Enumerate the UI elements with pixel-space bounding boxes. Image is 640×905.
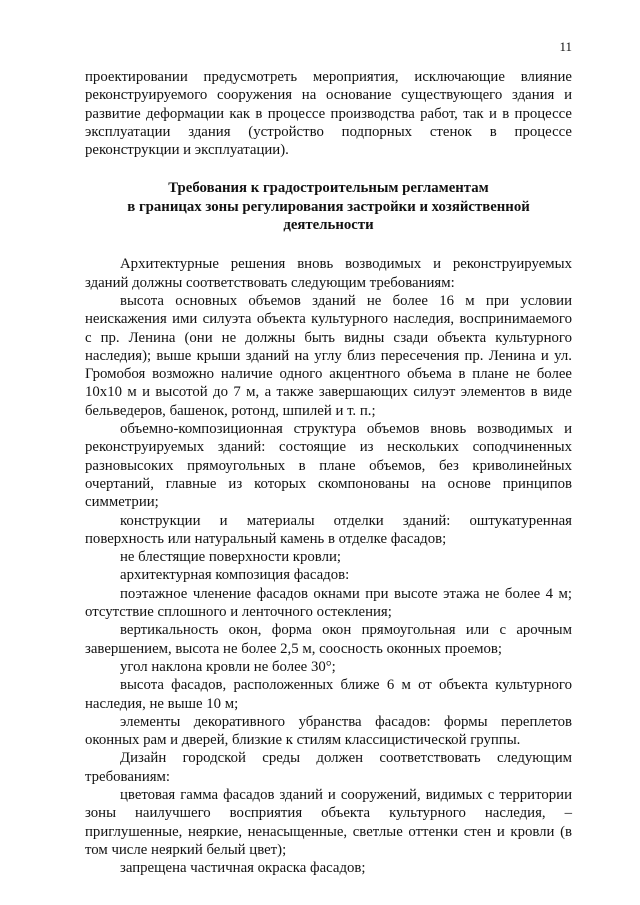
- paragraph-roof-slope: угол наклона кровли не более 30°;: [120, 658, 336, 675]
- paragraph-color-scheme: цветовая гамма фасадов зданий и сооружений, видимых с территории зоны наилучшего восприятия объекта культурного наследия, – приглушенные, неяркие, ненасыщенные, светлые оттенки стен и кровли (в том числе неяркий белый цвет);: [85, 786, 572, 858]
- document-body: [85, 68, 572, 877]
- spacer: [85, 159, 572, 179]
- paragraph-partial-painting: запрещена частичная окраска фасадов;: [120, 860, 366, 877]
- paragraph-window-shape: вертикальность окон, форма окон прямоугольная или с арочным завершением, высота не более 2,5 м, соосность оконных проемов;: [85, 622, 572, 657]
- section-heading: [85, 179, 572, 234]
- paragraph-volume-structure: объемно-композиционная структура объемов вновь возводимых и реконструируемых зданий: состоящие из нескольких соподчиненных разновысоких прямоугольных в плане объемов, без криволинейных очертаний, главные из которых скомпонованы на основе принципов симметрии;: [85, 421, 572, 511]
- paragraph-decorative-elements: элементы декоративного убранства фасадов: формы переплетов оконных рам и дверей, близкие к стилям классицистической группы.: [85, 713, 572, 749]
- paragraph-roof-surface: не блестящие поверхности кровли;: [120, 549, 341, 566]
- page-number: 11: [559, 39, 572, 54]
- intro-paragraph: проектировании предусмотреть мероприятия, исключающие влияние реконструируемого сооружения на основание существующего здания и развитие деформации как в процессе производства работ, так и в процессе эксплуатации здания (устройство подпорных стенок в процессе реконструкции и эксплуатации).: [85, 69, 572, 159]
- paragraph-facade-height: высота фасадов, расположенных ближе 6 м от объекта культурного наследия, не выше 10 м;: [85, 677, 572, 712]
- paragraph-requirements-intro: Архитектурные решения вновь возводимых и реконструируемых зданий должны соответствовать следующим требованиям:: [85, 256, 572, 291]
- section-heading-line-3: деятельности: [283, 217, 374, 234]
- section-heading-line-1: Требования к градостроительным регламентам: [168, 180, 489, 197]
- paragraph-urban-design-intro: Дизайн городской среды должен соответствовать следующим требованиям:: [85, 750, 572, 785]
- paragraph-facade-composition: архитектурная композиция фасадов:: [120, 567, 350, 584]
- section-heading-line-2: в границах зоны регулирования застройки и хозяйственной: [127, 198, 530, 215]
- spacer: [85, 234, 572, 255]
- paragraph-floor-division: поэтажное членение фасадов окнами при высоте этажа не более 4 м; отсутствие сплошного и ленточного остекления;: [85, 585, 572, 621]
- paragraph-materials: конструкции и материалы отделки зданий: оштукатуренная поверхность или натуральный камень в отделке фасадов;: [85, 512, 572, 547]
- paragraph-building-height: высота основных объемов зданий не более 16 м при условии неискажения ими силуэта объекта культурного наследия, воспринимаемого с пр. Ленина (они не должны быть видны сзади объекта культурного наследия); выше крыши зданий на углу близ пересечения пр. Ленина и ул. Громобоя возможно наличие одного акцентного объема в плане не более 10х10 м и высотой до 7 м, а также завершающих силуэт элементов в виде бельведеров, башенок, ротонд, шпилей и т. п.;: [85, 292, 572, 419]
